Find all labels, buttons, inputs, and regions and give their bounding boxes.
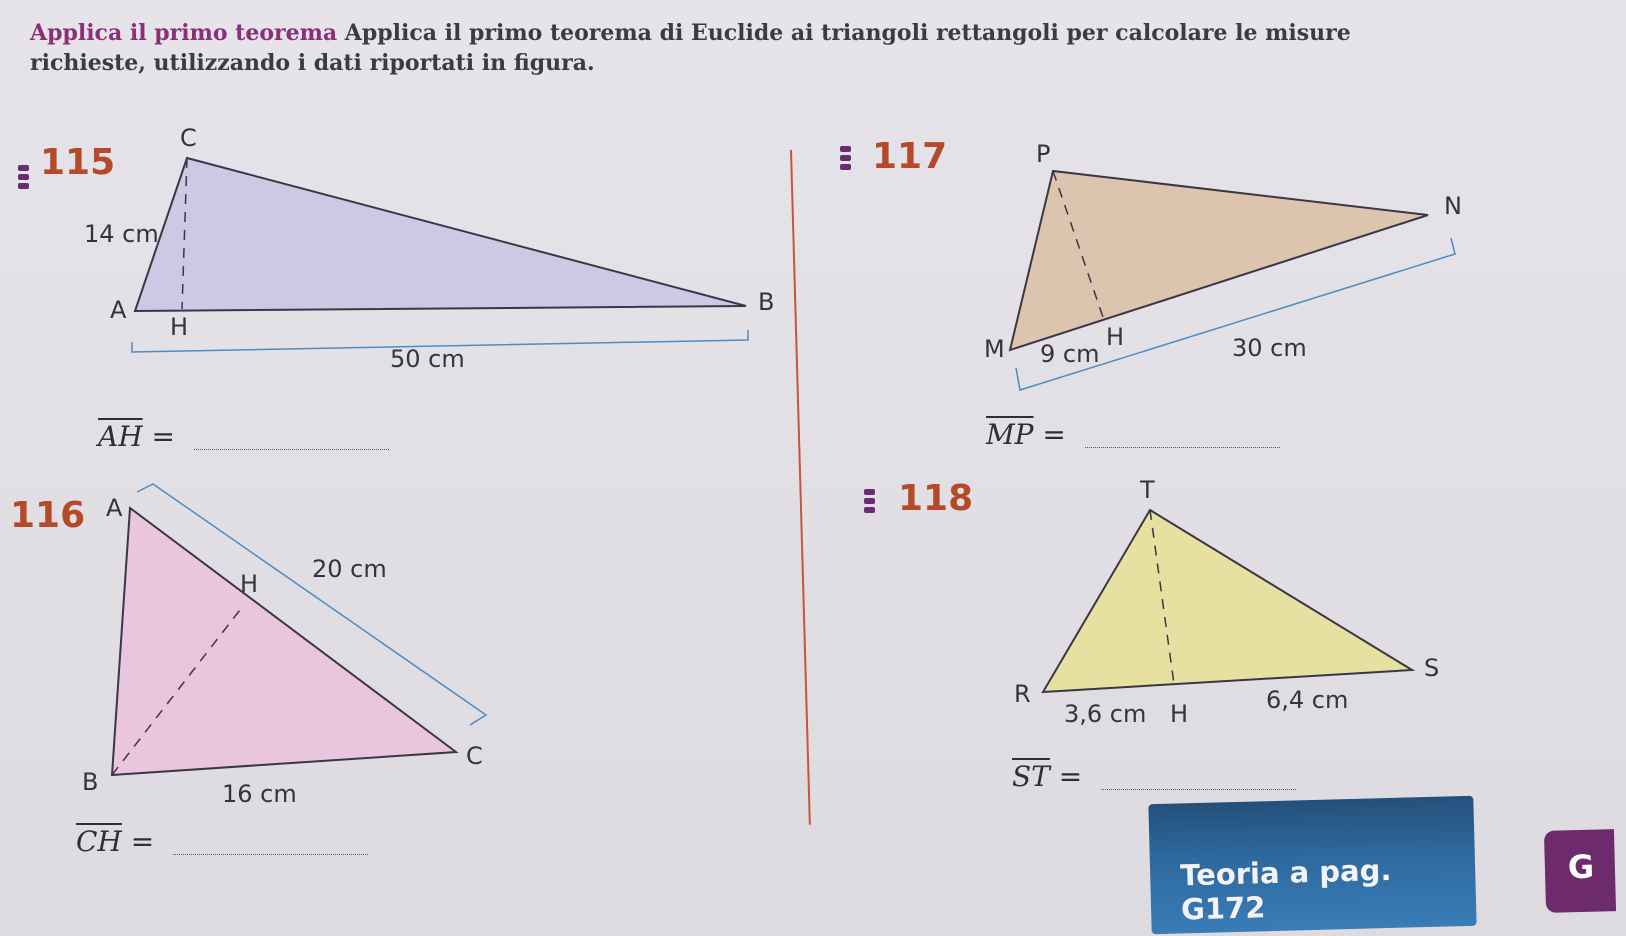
vertex-label-a-115: A [110, 296, 127, 324]
answer-118 [1012, 760, 1296, 793]
section-tab-letter: G [1567, 847, 1595, 887]
instructions-lead: Applica il primo teorema [30, 20, 345, 46]
figure-118 [1043, 510, 1412, 692]
segment-ch: $\overline{CH}$ [76, 825, 122, 858]
answer-blank-116[interactable] [173, 854, 368, 855]
vertex-label-t-118: T [1140, 476, 1155, 504]
vertex-label-c-115: C [180, 124, 197, 152]
answer-116 [76, 825, 368, 858]
measure-proj-117: 9 cm [1040, 340, 1100, 368]
exercise-number-118: 118 [898, 478, 974, 519]
section-tab[interactable] [1544, 829, 1616, 913]
measure-hyp-117: 30 cm [1232, 334, 1307, 362]
vertex-label-h-117: H [1106, 323, 1125, 351]
equals-117: = [1042, 418, 1066, 451]
answer-115 [98, 420, 389, 453]
answer-blank-117[interactable] [1085, 447, 1280, 448]
equals-116: = [130, 825, 155, 858]
triangle-115 [135, 158, 746, 311]
theory-reference-text: Teoria a pag. G172 [1179, 852, 1392, 927]
answer-blank-118[interactable] [1101, 789, 1296, 790]
exercise-number-117: 117 [872, 136, 948, 177]
measure-hyp-116: 20 cm [312, 555, 387, 583]
triangle-116 [112, 508, 456, 775]
vertex-label-h-116: H [240, 570, 259, 598]
answer-117 [986, 418, 1280, 451]
answer-blank-115[interactable] [194, 449, 389, 450]
instructions-body: Applica il primo teorema di Euclide ai triangoli rettangoli per calcolare le misure richieste, utilizzando i dati riportati in figura. [30, 20, 1351, 76]
vertex-label-r-118: R [1014, 680, 1031, 708]
vertex-label-p-117: P [1036, 140, 1051, 168]
measure-leg-116: 16 cm [222, 780, 297, 808]
triangle-117 [1010, 171, 1428, 350]
segment-ah: $\overline{AH}$ [98, 420, 143, 453]
theory-reference-band[interactable] [1148, 796, 1476, 934]
triangle-118 [1043, 510, 1412, 692]
measure-hyp-115: 50 cm [390, 345, 465, 373]
equals-118: = [1058, 760, 1083, 793]
exercise-number-115: 115 [40, 142, 116, 183]
vertex-label-a-116: A [106, 494, 123, 522]
measure-proj1-118: 3,6 cm [1064, 700, 1147, 728]
segment-st: $\overline{ST}$ [1012, 760, 1050, 793]
measure-proj2-118: 6,4 cm [1266, 686, 1349, 714]
figure-116 [112, 484, 486, 775]
vertex-label-b-116: B [82, 768, 99, 796]
vertex-label-h-115: H [170, 313, 189, 341]
exercise-number-116: 116 [10, 495, 86, 536]
vertex-label-s-118: S [1424, 654, 1440, 682]
measure-leg-115: 14 cm [84, 220, 159, 248]
vertex-label-h-118: H [1170, 700, 1189, 728]
equals-115: = [151, 420, 176, 453]
segment-mp: $\overline{MP}$ [986, 418, 1034, 451]
figure-115 [132, 158, 748, 352]
vertex-label-m-117: M [984, 335, 1005, 363]
vertex-label-c-116: C [466, 742, 483, 770]
vertex-label-n-117: N [1444, 192, 1462, 220]
vertex-label-b-115: B [758, 288, 775, 316]
